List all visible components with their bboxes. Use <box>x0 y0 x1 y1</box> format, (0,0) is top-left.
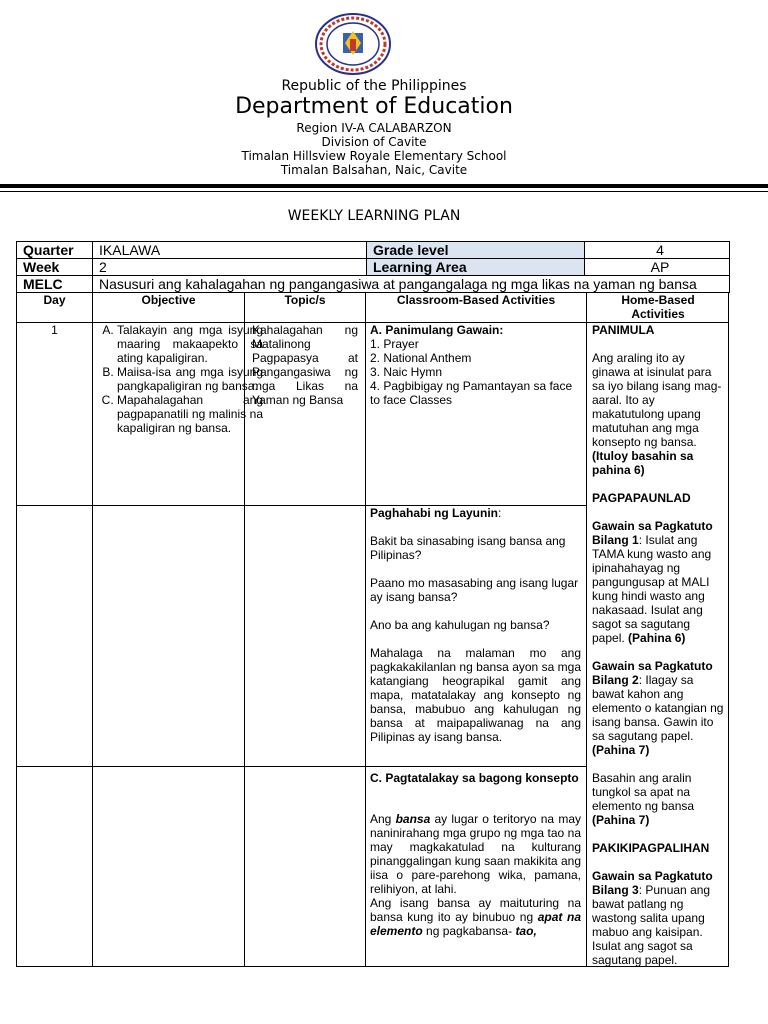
activity-item: 4. Pagbibigay ng Pamantayan sa face to face Classes <box>370 379 573 407</box>
page-ref: (Pahina 6) <box>628 631 686 645</box>
classroom-block-a <box>370 323 582 407</box>
text-run-bold: bansa <box>395 812 431 826</box>
pakikipagpalihan-heading: PAKIKIPAGPALIHAN <box>592 841 710 855</box>
intro-paragraph: Mahalaga na malaman mo ang pagkakakilanlan ng bansa ayon sa mga katangiang heograpikal gamit ang mapa, matatalakay ang konsepto ng bansa, mabubuo ang kahulugan ng bansa at maipapaliwanag na ang Pilipinas ay isang bansa. <box>370 646 581 744</box>
panimula-heading: PANIMULA <box>592 323 655 337</box>
week-label: Week <box>17 259 93 276</box>
activity-text: Basahin ang aralin tungkol sa apat na elemento ng bansa <box>592 771 695 813</box>
question-2: Paano mo masasabing ang isang lugar ay isang bansa? <box>370 576 579 604</box>
plan-grid <box>16 292 729 967</box>
col-divider <box>92 293 93 966</box>
topic-text: Kahalagahan ng Matalinong Pagpapasya at Pangangasiwa ng mga Likas na Yaman ng Bansa <box>252 323 358 407</box>
question-3: Ano ba ang kahulugan ng bansa? <box>370 618 550 632</box>
quarter-value: IKALAWA <box>93 242 367 259</box>
section-a-title: A. Panimulang Gawain: <box>370 323 504 337</box>
col-divider <box>365 293 366 966</box>
day-value: 1 <box>51 323 58 337</box>
info-table <box>16 241 730 293</box>
melc-row <box>17 276 730 293</box>
header-rule-thick <box>0 184 768 188</box>
document-title: WEEKLY LEARNING PLAN <box>287 208 461 224</box>
home-activities <box>592 323 724 967</box>
grade-label: Grade level <box>367 242 585 259</box>
pagpapaunlad-heading: PAGPAPAUNLAD <box>592 491 691 505</box>
activity-item: 1. Prayer <box>370 337 419 351</box>
activity-title: Gawain sa Pagkatuto Bilang 3 <box>592 869 713 897</box>
text-run: ay lugar o teritoryo na may naninirahang mga grupo ng mga tao na may magkakatulad na kulturang pinanggalingan kung saan makikita ang iisa o pare-parehong wika, pamana, relihiyon, at lahi. <box>370 812 581 896</box>
text-run: Ang isang bansa ay maituturing na bansa kung ito ay binubuo ng <box>370 896 581 924</box>
page-ref: (Ituloy basahin sa pahina 6) <box>592 449 694 477</box>
elements-paragraph <box>370 896 581 938</box>
header-rule-thin <box>0 191 768 192</box>
activity-1 <box>592 519 724 645</box>
activity-item: 3. Naic Hymn <box>370 365 443 379</box>
classroom-block-c <box>370 771 581 938</box>
col-header-home: Home-Based Activities <box>621 293 695 321</box>
home-intro: Ang araling ito ay ginawa at isinulat para sa iyo bilang isang mag-aaral. Ito ay makatutulong upang matutuhan ang mga konsepto ng bansa. <box>592 351 722 449</box>
activity-2 <box>592 659 724 757</box>
republic-line: Republic of the Philippines <box>281 78 467 94</box>
section-b-colon: : <box>498 506 502 520</box>
area-value: AP <box>585 259 730 276</box>
col-header-day: Day <box>43 293 66 307</box>
text-run: Ang <box>370 812 396 826</box>
activity-item: 2. National Anthem <box>370 351 472 365</box>
section-c-title: C. Pagtatalakay sa bagong konsepto <box>370 771 579 785</box>
division-line: Division of Cavite <box>321 135 427 149</box>
classroom-block-b <box>370 506 581 744</box>
grade-value: 4 <box>585 242 730 259</box>
col-divider <box>586 293 587 966</box>
quarter-row <box>17 242 730 259</box>
row-divider <box>17 766 586 767</box>
area-label: Learning Area <box>367 259 585 276</box>
objective-item: A. Talakayin ang mga isyung maaring makaapekto sa ating kapaligiran. <box>117 323 263 365</box>
col-header-topics: Topic/s <box>284 293 326 307</box>
objective-item: B. Maiisa-isa ang mga isyung pangkapaligiran ng bansa. <box>117 365 263 393</box>
school-name: Timalan Hillsview Royale Elementary School <box>241 149 507 163</box>
col-header-objective: Objective <box>141 293 196 307</box>
quarter-label: Quarter <box>17 242 93 259</box>
objectives-list <box>95 323 263 435</box>
activity-text: : Ilagay sa bawat kahon ang elemento o katangian ng isang bansa. Gawin ito sa sagutang papel. <box>592 673 724 743</box>
region-line: Region IV-A CALABARZON <box>296 121 452 135</box>
text-run-bold: apat na elemento <box>370 910 581 938</box>
col-header-classroom: Classroom-Based Activities <box>396 293 556 307</box>
week-row <box>17 259 730 276</box>
melc-label: MELC <box>17 276 93 293</box>
activity-text: : Isulat ang TAMA kung wasto ang ipinahahayag ng pangungusap at MALI kung hindi wasto ang nakasaad. Isulat ang sagot sa sagutang papel. <box>592 533 712 645</box>
text-run: ng pagkabansa- <box>422 924 516 938</box>
activity-3 <box>592 869 724 967</box>
school-address: Timalan Balsahan, Naic, Cavite <box>280 163 468 177</box>
page-ref: (Pahina 7) <box>592 743 650 757</box>
definition-paragraph <box>370 812 581 896</box>
page-ref: (Pahina 7) <box>592 813 650 827</box>
question-1: Bakit ba sinasabing isang bansa ang Pilipinas? <box>370 534 566 562</box>
melc-value: Nasusuri ang kahalagahan ng pangangasiwa at pangangalaga ng mga likas na yaman ng bansa <box>93 276 730 293</box>
department-title: Department of Education <box>235 94 513 119</box>
activity-text: : Punuan ang bawat patlang ng wastong salita upang mabuo ang kaisipan. Isulat ang sagot sa sagutang papel. <box>592 883 711 967</box>
read-lesson <box>592 771 724 827</box>
deped-seal-logo <box>314 13 392 75</box>
activity-title: Gawain sa Pagkatuto Bilang 1 <box>592 519 713 547</box>
text-run-bold: tao, <box>515 924 537 938</box>
week-value: 2 <box>93 259 367 276</box>
objective-item: C. Mapahalagahan ang pagpapanatili ng malinis na kapaligiran ng bansa. <box>117 393 263 435</box>
section-b-title: Paghahabi ng Layunin <box>370 506 499 520</box>
activity-title: Gawain sa Pagkatuto Bilang 2 <box>592 659 713 687</box>
